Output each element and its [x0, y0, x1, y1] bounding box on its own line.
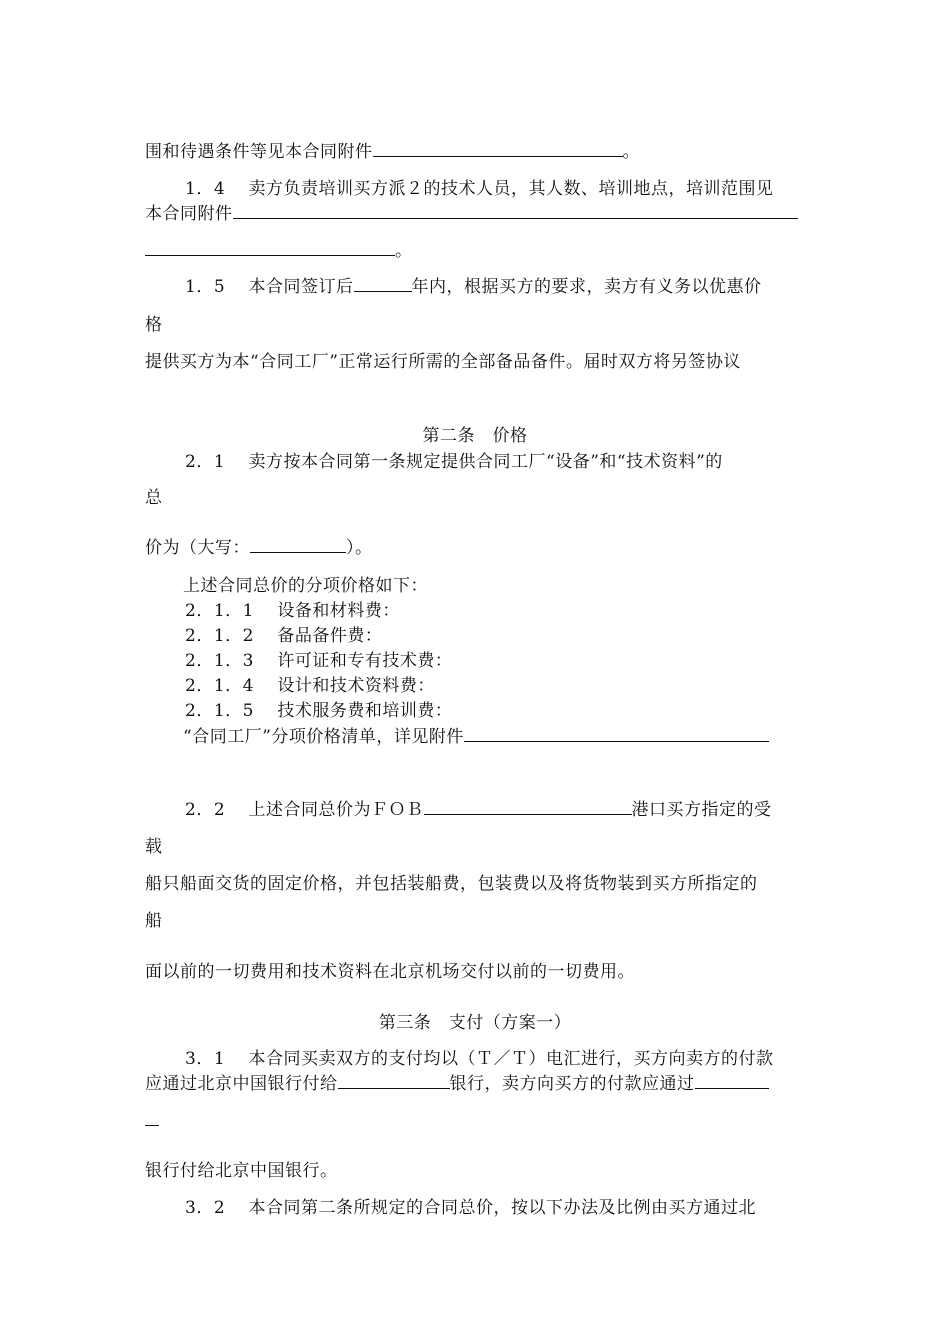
fill-blank[interactable] — [464, 726, 769, 742]
text-line: 本合同附件 — [145, 203, 798, 225]
text-line — [145, 1110, 159, 1132]
clause-3-2: 3．2 本合同第二条所规定的合同总价，按以下办法及比例由买方通过北 — [185, 1198, 757, 1218]
text-line: “合同工厂”分项价格清单，详见附件 — [183, 726, 769, 748]
text-line: 银行付给北京中国银行。 — [145, 1161, 338, 1181]
fill-blank[interactable] — [373, 141, 623, 157]
fill-blank[interactable] — [145, 240, 395, 256]
text-line: 面以前的一切费用和技术资料在北京机场交付以前的一切费用。 — [145, 962, 635, 982]
text-line: 价为（大写： ）。 — [145, 538, 373, 558]
text-line: 船 — [145, 911, 163, 931]
fill-blank[interactable] — [695, 1073, 769, 1089]
clause-2-1-3: 2．1．3 许可证和专有技术费： — [185, 651, 453, 671]
clause-2-1: 2．1 卖方按本合同第一条规定提供合同工厂“设备”和“技术资料”的 — [185, 452, 723, 472]
fill-blank[interactable] — [233, 203, 798, 219]
text-line: 上述合同总价的分项价格如下： — [183, 576, 428, 596]
text-line: 总 — [145, 488, 163, 508]
clause-1-5: 1．5 本合同签订后 年内，根据买方的要求，卖方有义务以优惠价 — [185, 277, 762, 297]
clause-1-4: 1．4 卖方负责培训买方派２的技术人员，其人数、培训地点，培训范围见 — [185, 179, 774, 199]
fill-blank[interactable] — [338, 1073, 450, 1089]
clause-2-1-5: 2．1．5 技术服务费和培训费： — [185, 701, 453, 721]
text-line: 载 — [145, 837, 163, 857]
clause-2-2: 2．2 上述合同总价为ＦＯＢ 港口买方指定的受 — [185, 800, 772, 820]
clause-2-1-1: 2．1．1 设备和材料费： — [185, 601, 400, 621]
fill-blank[interactable] — [424, 799, 632, 815]
section-heading-2: 第二条 价格 — [422, 426, 528, 446]
clause-2-1-4: 2．1．4 设计和技术资料费： — [185, 676, 435, 696]
text-line: 提供买方为本“合同工厂”正常运行所需的全部备品备件。届时双方将另签协议 — [145, 352, 741, 372]
text-line: 船只船面交货的固定价格，并包括装船费，包装费以及将货物装到买方所指定的 — [145, 874, 758, 894]
text-line: 围和待遇条件等见本合同附件 。 — [145, 142, 640, 162]
clause-3-1: 3．1 本合同买卖双方的支付均以（Ｔ／Ｔ）电汇进行，买方向卖方的付款 — [185, 1049, 774, 1069]
text-line: 格 — [145, 315, 163, 335]
text-line: 应通过北京中国银行付给 银行，卖方向买方的付款应通过 — [145, 1073, 769, 1095]
clause-2-1-2: 2．1．2 备品备件费： — [185, 626, 383, 646]
fill-blank[interactable] — [354, 276, 412, 292]
section-heading-3: 第三条 支付（方案一） — [378, 1013, 572, 1033]
text-line: 。 — [145, 240, 413, 262]
fill-blank[interactable] — [145, 1110, 159, 1126]
fill-blank[interactable] — [250, 537, 346, 553]
